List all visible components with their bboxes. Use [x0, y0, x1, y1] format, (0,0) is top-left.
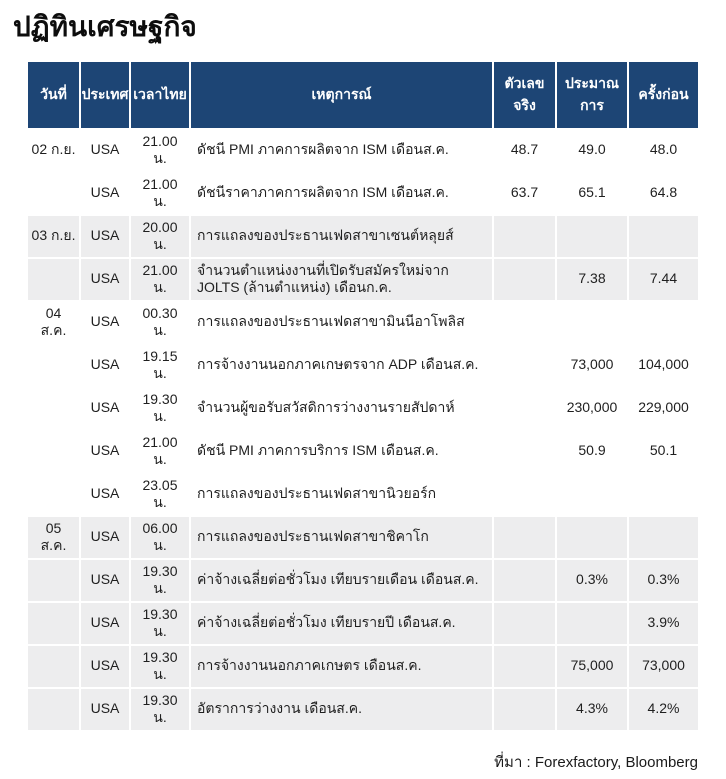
cell-date: [28, 173, 81, 214]
column-header-time: เวลาไทย: [131, 62, 191, 128]
cell-date: [28, 646, 81, 687]
cell-time: 19.30 น.: [131, 603, 191, 644]
cell-previous: 64.8: [629, 173, 698, 214]
cell-forecast: 65.1: [557, 173, 629, 214]
cell-date: 05 ส.ค.: [28, 517, 81, 558]
cell-actual: [494, 603, 557, 644]
cell-time: 06.00 น.: [131, 517, 191, 558]
cell-previous: 0.3%: [629, 560, 698, 601]
cell-time: 19.30 น.: [131, 689, 191, 730]
cell-event: การจ้างงานนอกภาคเกษตรจาก ADP เดือนส.ค.: [191, 345, 494, 386]
table-row: [28, 515, 698, 558]
source-note: ที่มา : Forexfactory, Bloomberg: [494, 753, 698, 771]
cell-country: USA: [81, 173, 131, 214]
cell-actual: 48.7: [494, 130, 557, 171]
cell-country: USA: [81, 388, 131, 429]
cell-time: 19.30 น.: [131, 388, 191, 429]
cell-forecast: [557, 474, 629, 515]
table-header-row: [28, 62, 698, 128]
cell-forecast: 230,000: [557, 388, 629, 429]
cell-country: USA: [81, 130, 131, 171]
column-header-event: เหตุการณ์: [191, 62, 494, 128]
cell-actual: [494, 388, 557, 429]
table-row: [28, 644, 698, 687]
cell-actual: [494, 689, 557, 730]
cell-actual: [494, 474, 557, 515]
cell-forecast: 0.3%: [557, 560, 629, 601]
cell-date: [28, 345, 81, 386]
cell-time: 21.00 น.: [131, 130, 191, 171]
table-row: [28, 343, 698, 386]
cell-event: การจ้างงานนอกภาคเกษตร เดือนส.ค.: [191, 646, 494, 687]
cell-time: 21.00 น.: [131, 431, 191, 472]
cell-event: การแถลงของประธานเฟดสาขามินนีอาโพลิส: [191, 302, 494, 343]
economic-calendar-table: [28, 62, 698, 730]
cell-actual: [494, 560, 557, 601]
column-header-date: วันที่: [28, 62, 81, 128]
cell-actual: [494, 216, 557, 257]
cell-time: 00.30 น.: [131, 302, 191, 343]
cell-time: 21.00 น.: [131, 173, 191, 214]
cell-forecast: 4.3%: [557, 689, 629, 730]
table-row: [28, 257, 698, 300]
cell-previous: 48.0: [629, 130, 698, 171]
cell-previous: 73,000: [629, 646, 698, 687]
cell-country: USA: [81, 345, 131, 386]
cell-date: [28, 388, 81, 429]
cell-forecast: [557, 216, 629, 257]
cell-time: 19.30 น.: [131, 560, 191, 601]
cell-country: USA: [81, 603, 131, 644]
cell-date: [28, 560, 81, 601]
column-header-actual: ตัวเลขจริง: [494, 62, 557, 128]
cell-event: การแถลงของประธานเฟดสาขาเซนต์หลุยส์: [191, 216, 494, 257]
cell-country: USA: [81, 302, 131, 343]
column-header-forecast: ประมาณการ: [557, 62, 629, 128]
cell-event: ดัชนีราคาภาคการผลิตจาก ISM เดือนส.ค.: [191, 173, 494, 214]
cell-actual: [494, 517, 557, 558]
cell-event: ค่าจ้างเฉลี่ยต่อชั่วโมง เทียบรายปี เดือนส.ค.: [191, 603, 494, 644]
cell-time: 19.15 น.: [131, 345, 191, 386]
cell-actual: [494, 259, 557, 300]
cell-forecast: 73,000: [557, 345, 629, 386]
table-row: [28, 687, 698, 730]
cell-previous: [629, 517, 698, 558]
cell-date: [28, 689, 81, 730]
cell-actual: [494, 302, 557, 343]
cell-forecast: [557, 603, 629, 644]
cell-date: [28, 603, 81, 644]
cell-previous: 104,000: [629, 345, 698, 386]
table-row: [28, 171, 698, 214]
cell-country: USA: [81, 216, 131, 257]
cell-actual: [494, 646, 557, 687]
cell-country: USA: [81, 560, 131, 601]
page-title: ปฏิทินเศรษฐกิจ: [13, 11, 197, 42]
cell-date: 03 ก.ย.: [28, 216, 81, 257]
cell-actual: [494, 345, 557, 386]
cell-event: ดัชนี PMI ภาคการผลิตจาก ISM เดือนส.ค.: [191, 130, 494, 171]
cell-previous: [629, 474, 698, 515]
cell-forecast: 7.38: [557, 259, 629, 300]
table-row: [28, 386, 698, 429]
cell-country: USA: [81, 474, 131, 515]
table-row: [28, 472, 698, 515]
cell-actual: [494, 431, 557, 472]
cell-previous: 7.44: [629, 259, 698, 300]
cell-previous: 4.2%: [629, 689, 698, 730]
table-row: [28, 558, 698, 601]
cell-time: 21.00 น.: [131, 259, 191, 300]
cell-previous: 50.1: [629, 431, 698, 472]
table-body: [28, 128, 698, 730]
cell-country: USA: [81, 517, 131, 558]
cell-forecast: [557, 302, 629, 343]
cell-event: ดัชนี PMI ภาคการบริการ ISM เดือนส.ค.: [191, 431, 494, 472]
cell-country: USA: [81, 259, 131, 300]
cell-event: อัตราการว่างงาน เดือนส.ค.: [191, 689, 494, 730]
cell-date: [28, 474, 81, 515]
cell-country: USA: [81, 431, 131, 472]
cell-previous: [629, 216, 698, 257]
cell-date: 04 ส.ค.: [28, 302, 81, 343]
table-row: [28, 601, 698, 644]
cell-event: จำนวนผู้ขอรับสวัสดิการว่างงานรายสัปดาห์: [191, 388, 494, 429]
cell-forecast: 75,000: [557, 646, 629, 687]
cell-actual: 63.7: [494, 173, 557, 214]
cell-country: USA: [81, 689, 131, 730]
cell-date: [28, 431, 81, 472]
column-header-country: ประเทศ: [81, 62, 131, 128]
table-row: [28, 214, 698, 257]
cell-forecast: 50.9: [557, 431, 629, 472]
cell-event: การแถลงของประธานเฟดสาขาชิคาโก: [191, 517, 494, 558]
cell-event: จำนวนตำแหน่งงานที่เปิดรับสมัครใหม่จาก JOLTS (ล้านตำแหน่ง) เดือนก.ค.: [191, 259, 494, 300]
cell-date: [28, 259, 81, 300]
cell-previous: 3.9%: [629, 603, 698, 644]
cell-date: 02 ก.ย.: [28, 130, 81, 171]
cell-event: ค่าจ้างเฉลี่ยต่อชั่วโมง เทียบรายเดือน เดือนส.ค.: [191, 560, 494, 601]
cell-forecast: [557, 517, 629, 558]
cell-time: 19.30 น.: [131, 646, 191, 687]
table-row: [28, 300, 698, 343]
cell-time: 23.05 น.: [131, 474, 191, 515]
cell-forecast: 49.0: [557, 130, 629, 171]
table-row: [28, 128, 698, 171]
cell-time: 20.00 น.: [131, 216, 191, 257]
cell-country: USA: [81, 646, 131, 687]
table-row: [28, 429, 698, 472]
column-header-previous: ครั้งก่อน: [629, 62, 698, 128]
cell-event: การแถลงของประธานเฟดสาขานิวยอร์ก: [191, 474, 494, 515]
cell-previous: 229,000: [629, 388, 698, 429]
cell-previous: [629, 302, 698, 343]
